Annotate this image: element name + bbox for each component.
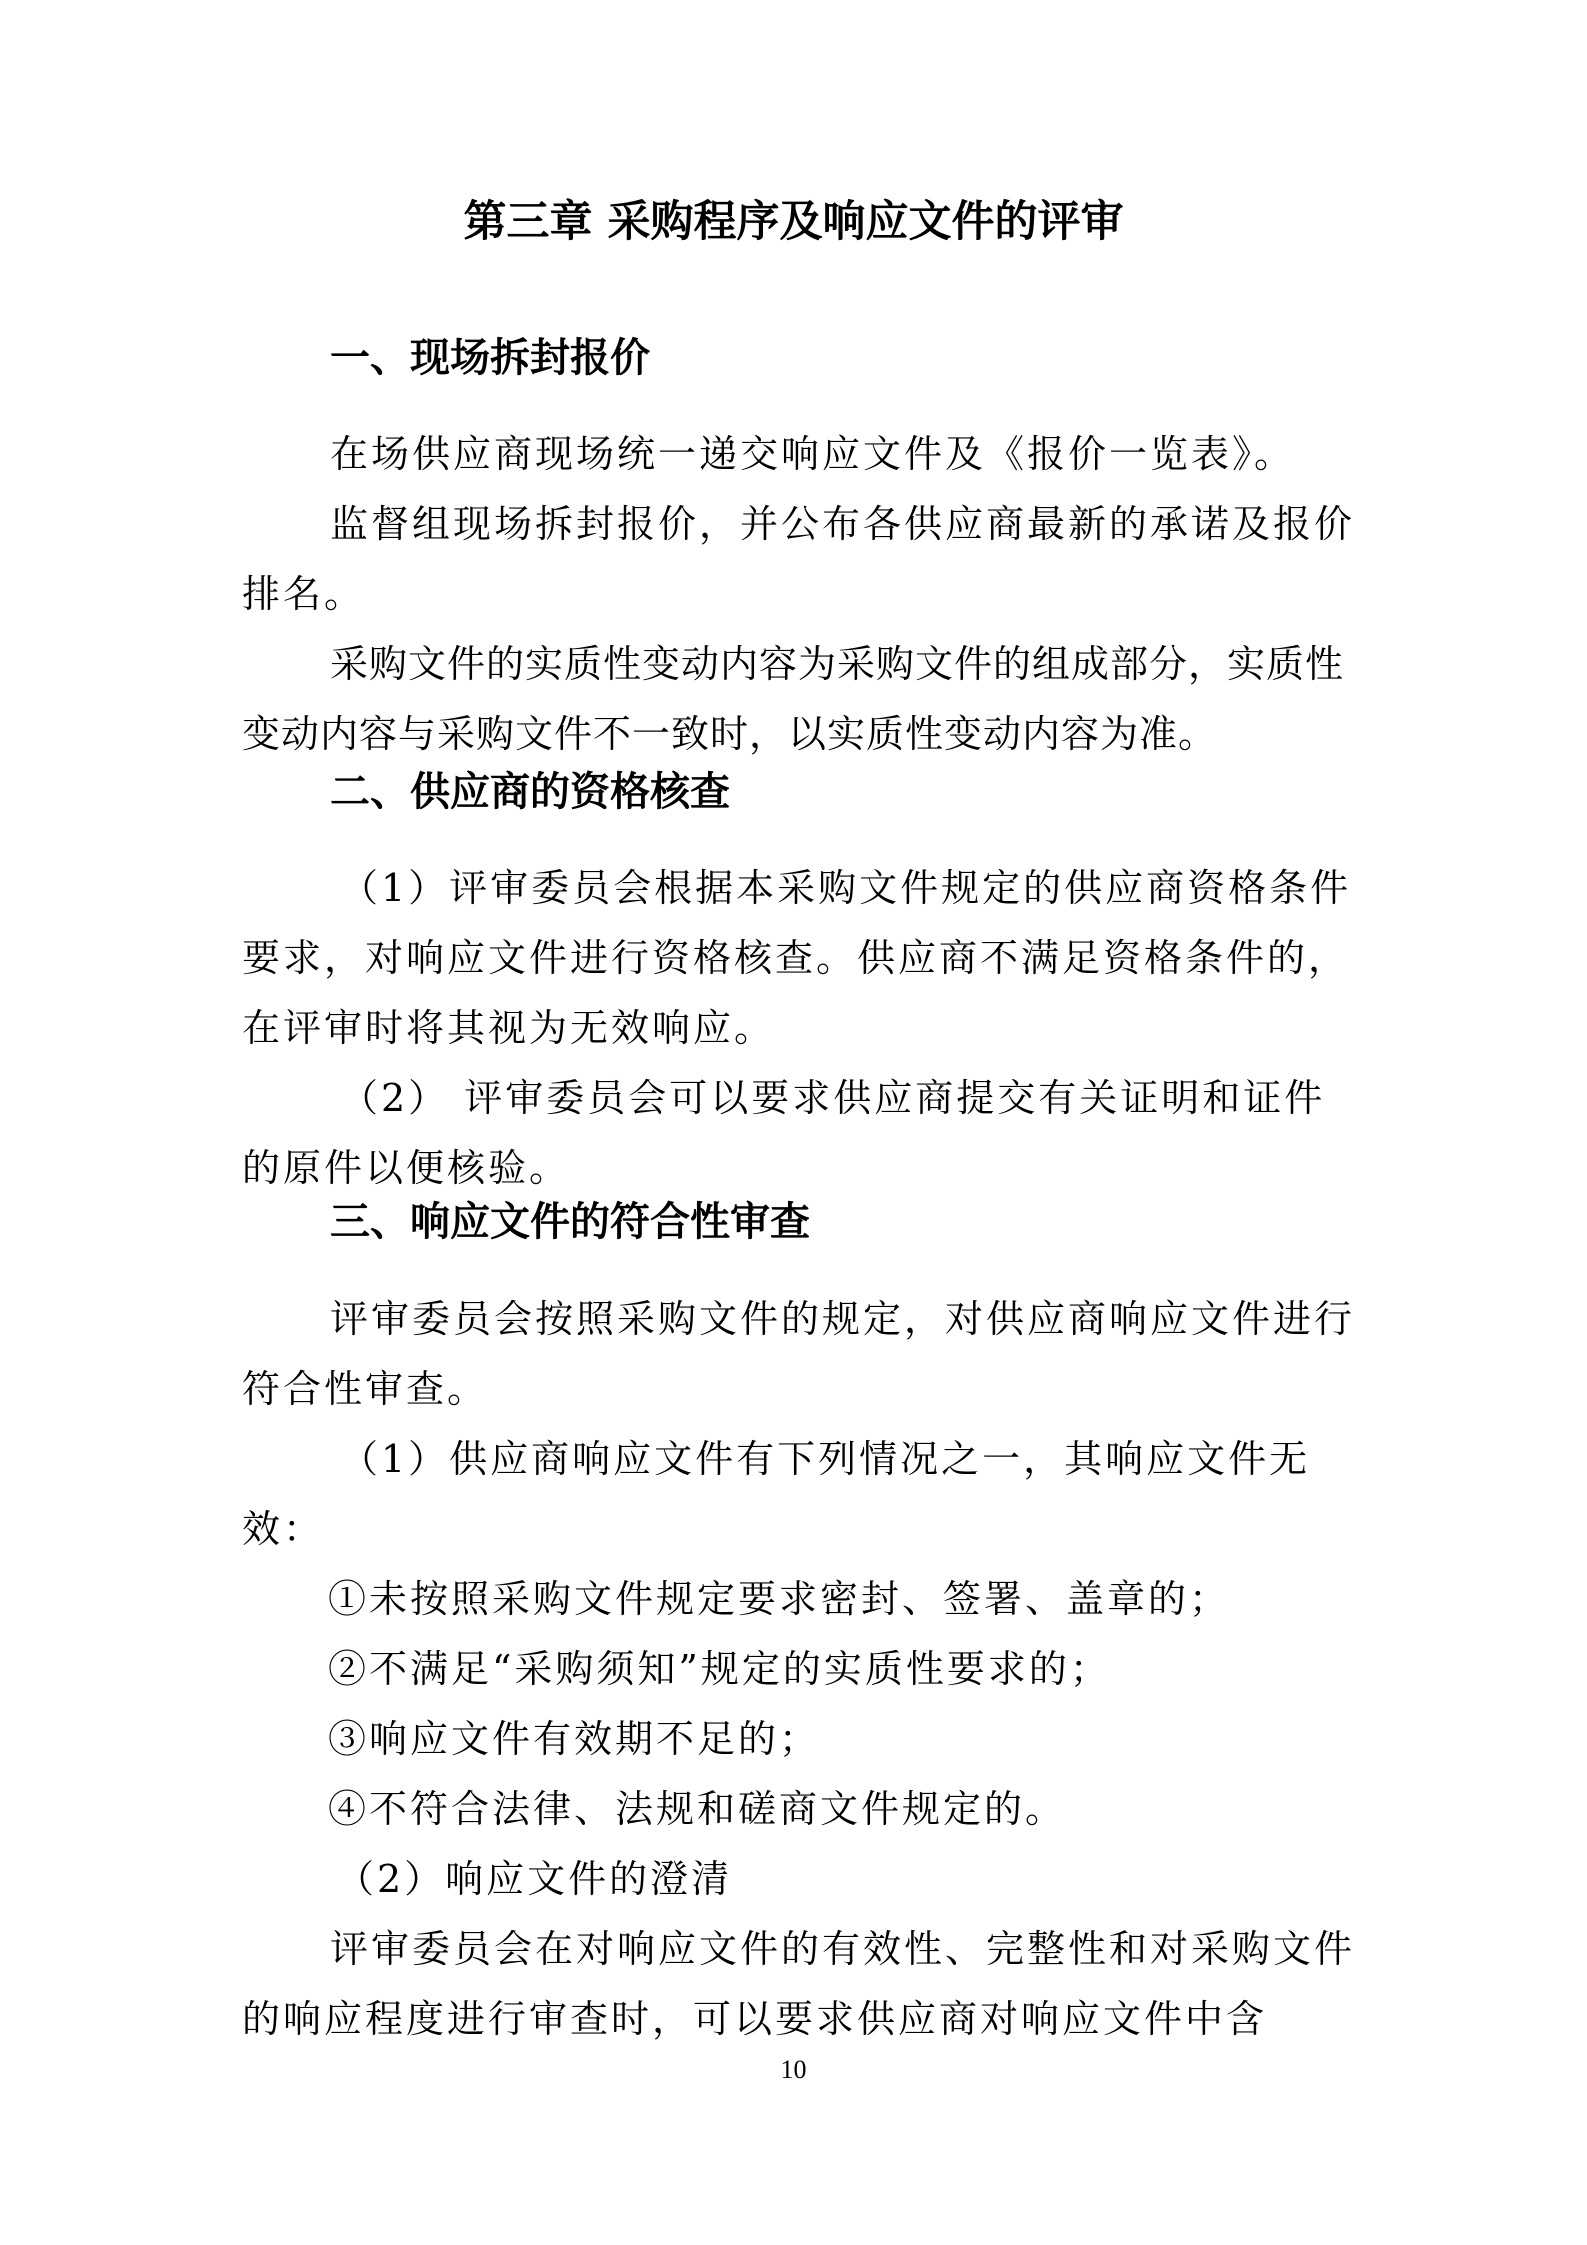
paragraph: （1）评审委员会根据本采购文件规定的供应商资格条件要求，对响应文件进行资格核查。供应商不满足资格条件的，在评审时将其视为无效响应。: [242, 866, 1352, 1050]
list-item: ②不满足“采购须知”规定的实质性要求的；: [328, 1647, 1111, 1691]
list-item: ③响应文件有效期不足的；: [328, 1717, 821, 1761]
paragraph: 采购文件的实质性变动内容为采购文件的组成部分，实质性变动内容与采购文件不一致时，以实质性变动内容为准。: [242, 642, 1345, 756]
paragraph: 评审委员会在对响应文件的有效性、完整性和对采购文件的响应程度进行审查时，可以要求供应商对响应文件中含: [242, 1927, 1356, 2041]
section-heading-1: 一、现场拆封报价: [330, 335, 650, 381]
subsection-label: （2）响应文件的澄清: [336, 1857, 733, 1901]
page-number: 10: [780, 2055, 807, 2084]
paragraph: 监督组现场拆封报价，并公布各供应商最新的承诺及报价排名。: [242, 502, 1356, 616]
paragraph: （1）供应商响应文件有下列情况之一，其响应文件无效：: [242, 1437, 1311, 1551]
paragraph: （2） 评审委员会可以要求供应商提交有关证明和证件的原件以便核验。: [242, 1076, 1326, 1190]
list-item: ④不符合法律、法规和磋商文件规定的。: [328, 1787, 1067, 1831]
paragraph: 在场供应商现场统一递交响应文件及《报价一览表》。: [330, 432, 1296, 476]
chapter-title: 第三章 采购程序及响应文件的评审: [463, 197, 1124, 247]
paragraph: 评审委员会按照采购文件的规定，对供应商响应文件进行符合性审查。: [242, 1297, 1356, 1411]
section-heading-2: 二、供应商的资格核查: [330, 769, 730, 815]
section-heading-3: 三、响应文件的符合性审查: [330, 1199, 810, 1245]
list-item: ①未按照采购文件规定要求密封、签署、盖章的；: [328, 1577, 1231, 1621]
